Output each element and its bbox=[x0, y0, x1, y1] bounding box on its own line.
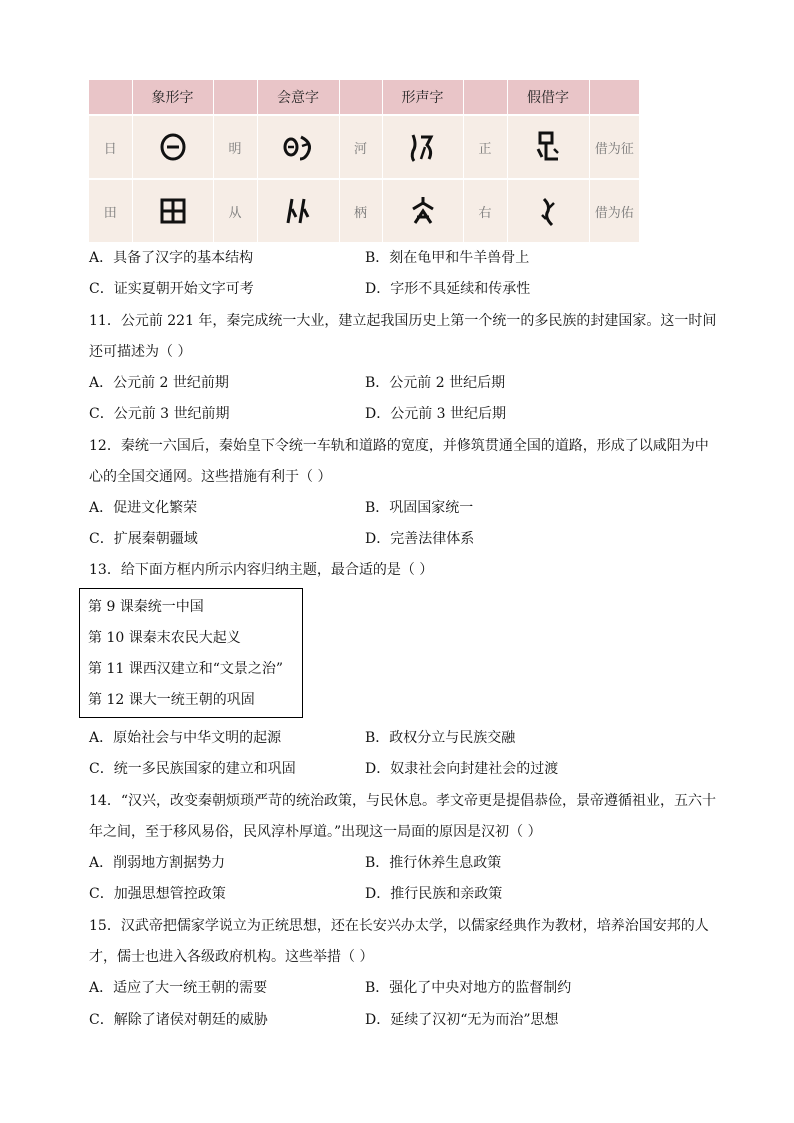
lesson-item: 第 10 课秦末农民大起义 bbox=[88, 630, 241, 646]
char-label: 日 bbox=[89, 115, 132, 179]
table-header-row bbox=[89, 80, 639, 115]
q15-option-a[interactable]: A．适应了大一统王朝的需要 bbox=[89, 980, 268, 996]
q11-stem-line2: 还可描述为（ ） bbox=[89, 344, 192, 360]
oracle-bing-glyph bbox=[382, 179, 463, 242]
char-label: 右 bbox=[463, 179, 507, 242]
oracle-he-glyph bbox=[382, 115, 463, 179]
header-cell bbox=[89, 80, 132, 115]
q13-stem: 13．给下面方框内所示内容归纳主题，最合适的是（ ） bbox=[89, 562, 434, 578]
q12-option-b[interactable]: B．巩固国家统一 bbox=[365, 500, 474, 516]
q12-option-c[interactable]: C．扩展秦朝疆域 bbox=[89, 531, 198, 547]
q10-option-b[interactable]: B．刻在龟甲和牛羊兽骨上 bbox=[365, 250, 530, 266]
oracle-you-glyph bbox=[507, 179, 589, 242]
oracle-bone-script-table bbox=[89, 80, 639, 242]
loan-meaning: 借为征 bbox=[589, 115, 639, 179]
char-label: 正 bbox=[463, 115, 507, 179]
header-cell bbox=[339, 80, 382, 115]
lesson-item: 第 11 课西汉建立和“文景之治” bbox=[88, 661, 284, 677]
q15-option-d[interactable]: D．延续了汉初“无为而治”思想 bbox=[365, 1012, 559, 1028]
q12-stem-line2: 心的全国交通网。这些措施有利于（ ） bbox=[89, 469, 332, 485]
q11-option-d[interactable]: D．公元前 3 世纪后期 bbox=[365, 406, 507, 422]
char-label: 河 bbox=[339, 115, 382, 179]
oracle-ming-glyph bbox=[257, 115, 339, 179]
char-label: 明 bbox=[213, 115, 257, 179]
q14-stem-line1: 14．“汉兴，改变秦朝烦琐严苛的统治政策，与民休息。孝文帝更是提倡恭俭，景帝遵循祖业，五六十 bbox=[89, 793, 716, 809]
q15-option-b[interactable]: B．强化了中央对地方的监督制约 bbox=[365, 980, 572, 996]
oracle-tian-glyph bbox=[132, 179, 213, 242]
q14-stem-line2: 年之间，至于移风易俗，民风淳朴厚道。”出现这一局面的原因是汉初（ ） bbox=[89, 824, 542, 840]
q15-stem-line2: 才，儒士也进入各级政府机构。这些举措（ ） bbox=[89, 949, 374, 965]
q14-option-b[interactable]: B．推行休养生息政策 bbox=[365, 855, 502, 871]
q12-option-a[interactable]: A．促进文化繁荣 bbox=[89, 500, 198, 516]
header-phonogram: 形声字 bbox=[382, 80, 463, 115]
q10-option-a[interactable]: A．具备了汉字的基本结构 bbox=[89, 250, 254, 266]
q12-option-d[interactable]: D．完善法律体系 bbox=[365, 531, 475, 547]
q10-option-d[interactable]: D．字形不具延续和传承性 bbox=[365, 281, 531, 297]
oracle-cong-glyph bbox=[257, 179, 339, 242]
q11-option-a[interactable]: A．公元前 2 世纪前期 bbox=[89, 375, 229, 391]
q11-option-b[interactable]: B．公元前 2 世纪后期 bbox=[365, 375, 506, 391]
table-row bbox=[89, 179, 639, 242]
q11-option-c[interactable]: C．公元前 3 世纪前期 bbox=[89, 406, 230, 422]
q13-lesson-box bbox=[79, 588, 303, 718]
header-loan-character: 假借字 bbox=[507, 80, 589, 115]
oracle-ri-glyph bbox=[132, 115, 213, 179]
q13-option-c[interactable]: C．统一多民族国家的建立和巩固 bbox=[89, 761, 296, 777]
q13-option-b[interactable]: B．政权分立与民族交融 bbox=[365, 730, 516, 746]
q14-option-d[interactable]: D．推行民族和亲政策 bbox=[365, 886, 503, 902]
q13-option-a[interactable]: A．原始社会与中华文明的起源 bbox=[89, 730, 282, 746]
char-label: 柄 bbox=[339, 179, 382, 242]
q11-stem-line1: 11．公元前 221 年，秦完成统一大业，建立起我国历史上第一个统一的多民族的封建国家。这一时间 bbox=[89, 313, 717, 329]
q15-option-c[interactable]: C．解除了诸侯对朝廷的威胁 bbox=[89, 1012, 268, 1028]
header-ideograph: 会意字 bbox=[257, 80, 339, 115]
char-label: 田 bbox=[89, 179, 132, 242]
q10-option-c[interactable]: C．证实夏朝开始文字可考 bbox=[89, 281, 254, 297]
header-cell bbox=[463, 80, 507, 115]
oracle-zheng-glyph bbox=[507, 115, 589, 179]
q13-option-d[interactable]: D．奴隶社会向封建社会的过渡 bbox=[365, 761, 559, 777]
q15-stem-line1: 15．汉武帝把儒家学说立为正统思想，还在长安兴办太学，以儒家经典作为教材，培养治国安邦的人 bbox=[89, 918, 709, 934]
q14-option-a[interactable]: A．削弱地方割据势力 bbox=[89, 855, 226, 871]
q12-stem-line1: 12．秦统一六国后，秦始皇下令统一车轨和道路的宽度，并修筑贯通全国的道路，形成了以咸阳为中 bbox=[89, 438, 709, 454]
table-row bbox=[89, 115, 639, 179]
lesson-item: 第 12 课大一统王朝的巩固 bbox=[88, 692, 255, 708]
header-cell bbox=[213, 80, 257, 115]
loan-meaning: 借为佑 bbox=[589, 179, 639, 242]
q14-option-c[interactable]: C．加强思想管控政策 bbox=[89, 886, 226, 902]
char-label: 从 bbox=[213, 179, 257, 242]
lesson-item: 第 9 课秦统一中国 bbox=[88, 599, 204, 615]
header-cell bbox=[589, 80, 639, 115]
header-pictograph: 象形字 bbox=[132, 80, 213, 115]
